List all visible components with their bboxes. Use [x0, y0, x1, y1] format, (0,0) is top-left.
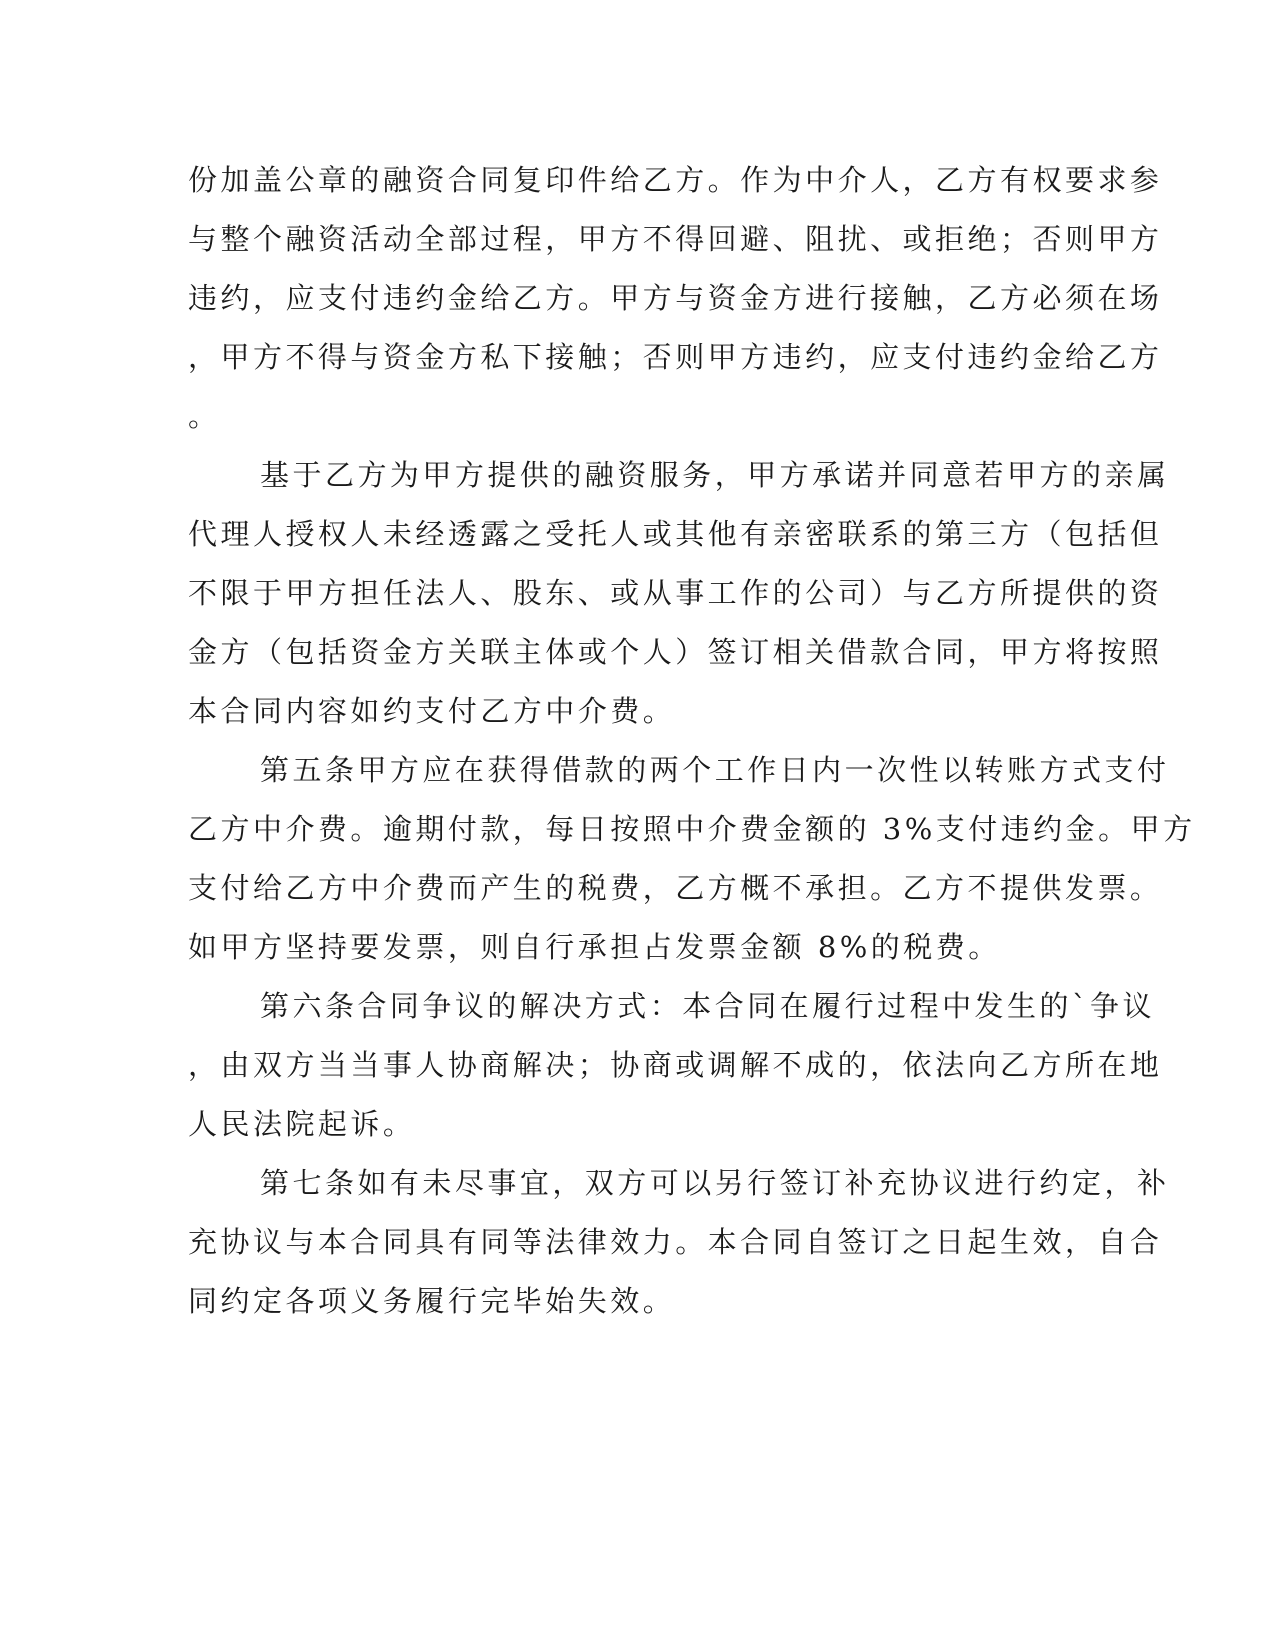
text-line: 与整个融资活动全部过程，甲方不得回避、阻扰、或拒绝；否则甲方 — [188, 222, 1163, 256]
text-line: 代理人授权人未经透露之受托人或其他有亲密联系的第三方（包括但 — [188, 517, 1163, 551]
text-line: 支付给乙方中介费而产生的税费，乙方概不承担。乙方不提供发票。 — [188, 871, 1163, 905]
text-line: 如甲方坚持要发票，则自行承担占发票金额 8%的税费。 — [188, 930, 1001, 964]
text-line: 。 — [188, 399, 221, 433]
text-line: 同约定各项义务履行完毕始失效。 — [188, 1284, 676, 1318]
text-line: 乙方中介费。逾期付款，每日按照中介费金额的 3%支付违约金。甲方 — [188, 812, 1196, 846]
text-line: 金方（包括资金方关联主体或个人）签订相关借款合同，甲方将按照 — [188, 635, 1163, 669]
paragraph-start: 基于乙方为甲方提供的融资服务，甲方承诺并同意若甲方的亲属 — [260, 458, 1170, 492]
article-7-start: 第七条如有未尽事宜，双方可以另行签订补充协议进行约定，补 — [260, 1166, 1170, 1200]
text-line: 份加盖公章的融资合同复印件给乙方。作为中介人，乙方有权要求参 — [188, 163, 1163, 197]
text-line: ，由双方当当事人协商解决；协商或调解不成的，依法向乙方所在地 — [188, 1048, 1163, 1082]
text-line: 人民法院起诉。 — [188, 1107, 416, 1141]
text-line: ，甲方不得与资金方私下接触；否则甲方违约，应支付违约金给乙方 — [188, 340, 1163, 374]
text-line: 违约，应支付违约金给乙方。甲方与资金方进行接触，乙方必须在场 — [188, 281, 1163, 315]
article-5-start: 第五条甲方应在获得借款的两个工作日内一次性以转账方式支付 — [260, 753, 1170, 787]
text-line: 不限于甲方担任法人、股东、或从事工作的公司）与乙方所提供的资 — [188, 576, 1163, 610]
article-6-start: 第六条合同争议的解决方式：本合同在履行过程中发生的`争议 — [260, 989, 1155, 1023]
text-line: 本合同内容如约支付乙方中介费。 — [188, 694, 676, 728]
text-line: 充协议与本合同具有同等法律效力。本合同自签订之日起生效，自合 — [188, 1225, 1163, 1259]
